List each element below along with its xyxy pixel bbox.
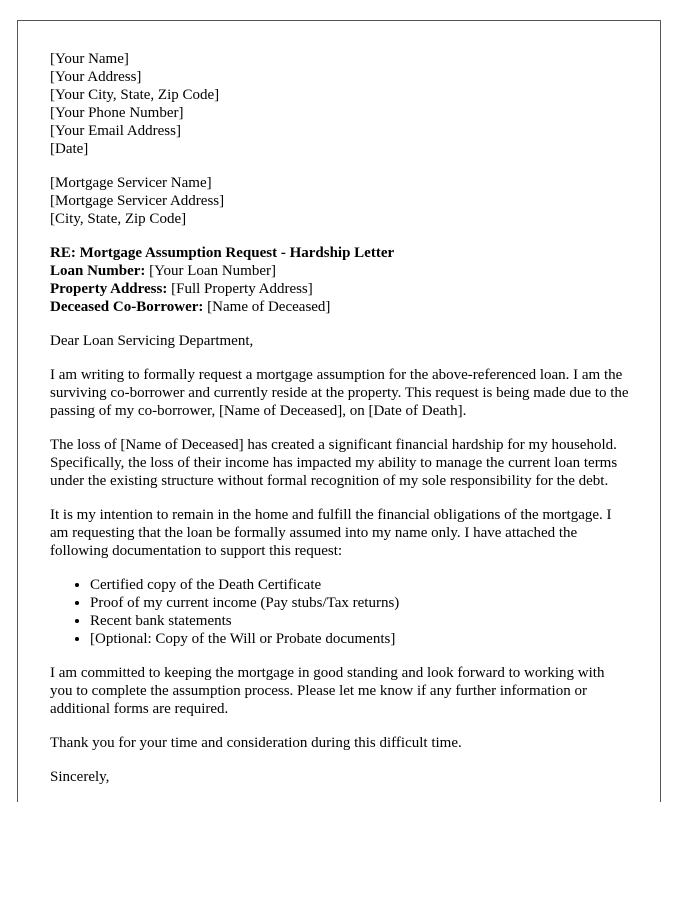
body-paragraph-3: It is my intention to remain in the home and fulfill the financial obligations of the mortgage. I am requesting that the loan be formally assumed into my name only. I have attached the following documentation to support this request: bbox=[50, 507, 612, 559]
attachment-list bbox=[50, 576, 630, 648]
body-paragraph-1: I am writing to formally request a mortgage assumption for the above-referenced loan. I am the surviving co-borrower and currently reside at the property. This request is being made due to the passing of my co-borrower, [Name of Deceased], on [Date of Death]. bbox=[50, 367, 629, 419]
recipient-name: [Mortgage Servicer Name] bbox=[50, 175, 212, 191]
deceased-value: [Name of Deceased] bbox=[203, 299, 331, 315]
subject-block bbox=[50, 244, 630, 316]
list-item: • [Optional: Copy of the Will or Probate documents] bbox=[90, 630, 630, 648]
recipient-city-state-zip: [City, State, Zip Code] bbox=[50, 211, 187, 227]
closing-paragraph-2: Thank you for your time and consideration during this difficult time. bbox=[50, 735, 462, 751]
property-address-label: Property Address: bbox=[50, 281, 168, 297]
sender-address: [Your Address] bbox=[50, 69, 142, 85]
property-address-value: [Full Property Address] bbox=[167, 281, 313, 297]
list-item: • Proof of my current income (Pay stubs/Tax returns) bbox=[90, 594, 630, 612]
property-address-line bbox=[50, 280, 630, 298]
deceased-line bbox=[50, 298, 630, 316]
sender-name: [Your Name] bbox=[50, 51, 129, 67]
letter-date: [Date] bbox=[50, 141, 89, 157]
recipient-block bbox=[50, 174, 630, 228]
closing-paragraph-1: I am committed to keeping the mortgage in good standing and look forward to working with you to complete the assumption process. Please let me know if any further information or additional forms are required. bbox=[50, 665, 605, 717]
re-line: RE: Mortgage Assumption Request - Hardship Letter bbox=[50, 245, 395, 261]
list-item: • Certified copy of the Death Certificate bbox=[90, 576, 630, 594]
sender-city-state-zip: [Your City, State, Zip Code] bbox=[50, 87, 220, 103]
loan-number-line bbox=[50, 262, 630, 280]
list-item: • Recent bank statements bbox=[90, 612, 630, 630]
sender-phone: [Your Phone Number] bbox=[50, 105, 184, 121]
loan-number-value: [Your Loan Number] bbox=[145, 263, 276, 279]
body-paragraph-2: The loss of [Name of Deceased] has created a significant financial hardship for my household. Specifically, the loss of their income has impacted my ability to manage the current loan terms under the existing structure without formal recognition of my sole responsibility for the debt. bbox=[50, 437, 618, 489]
sender-block bbox=[50, 50, 630, 158]
salutation: Dear Loan Servicing Department, bbox=[50, 333, 254, 349]
letter-page bbox=[17, 20, 661, 802]
deceased-label: Deceased Co-Borrower: bbox=[50, 299, 204, 315]
loan-number-label: Loan Number: bbox=[50, 263, 146, 279]
letter-content bbox=[50, 50, 630, 802]
sender-email: [Your Email Address] bbox=[50, 123, 181, 139]
recipient-address: [Mortgage Servicer Address] bbox=[50, 193, 225, 209]
sign-off: Sincerely, bbox=[50, 769, 110, 785]
